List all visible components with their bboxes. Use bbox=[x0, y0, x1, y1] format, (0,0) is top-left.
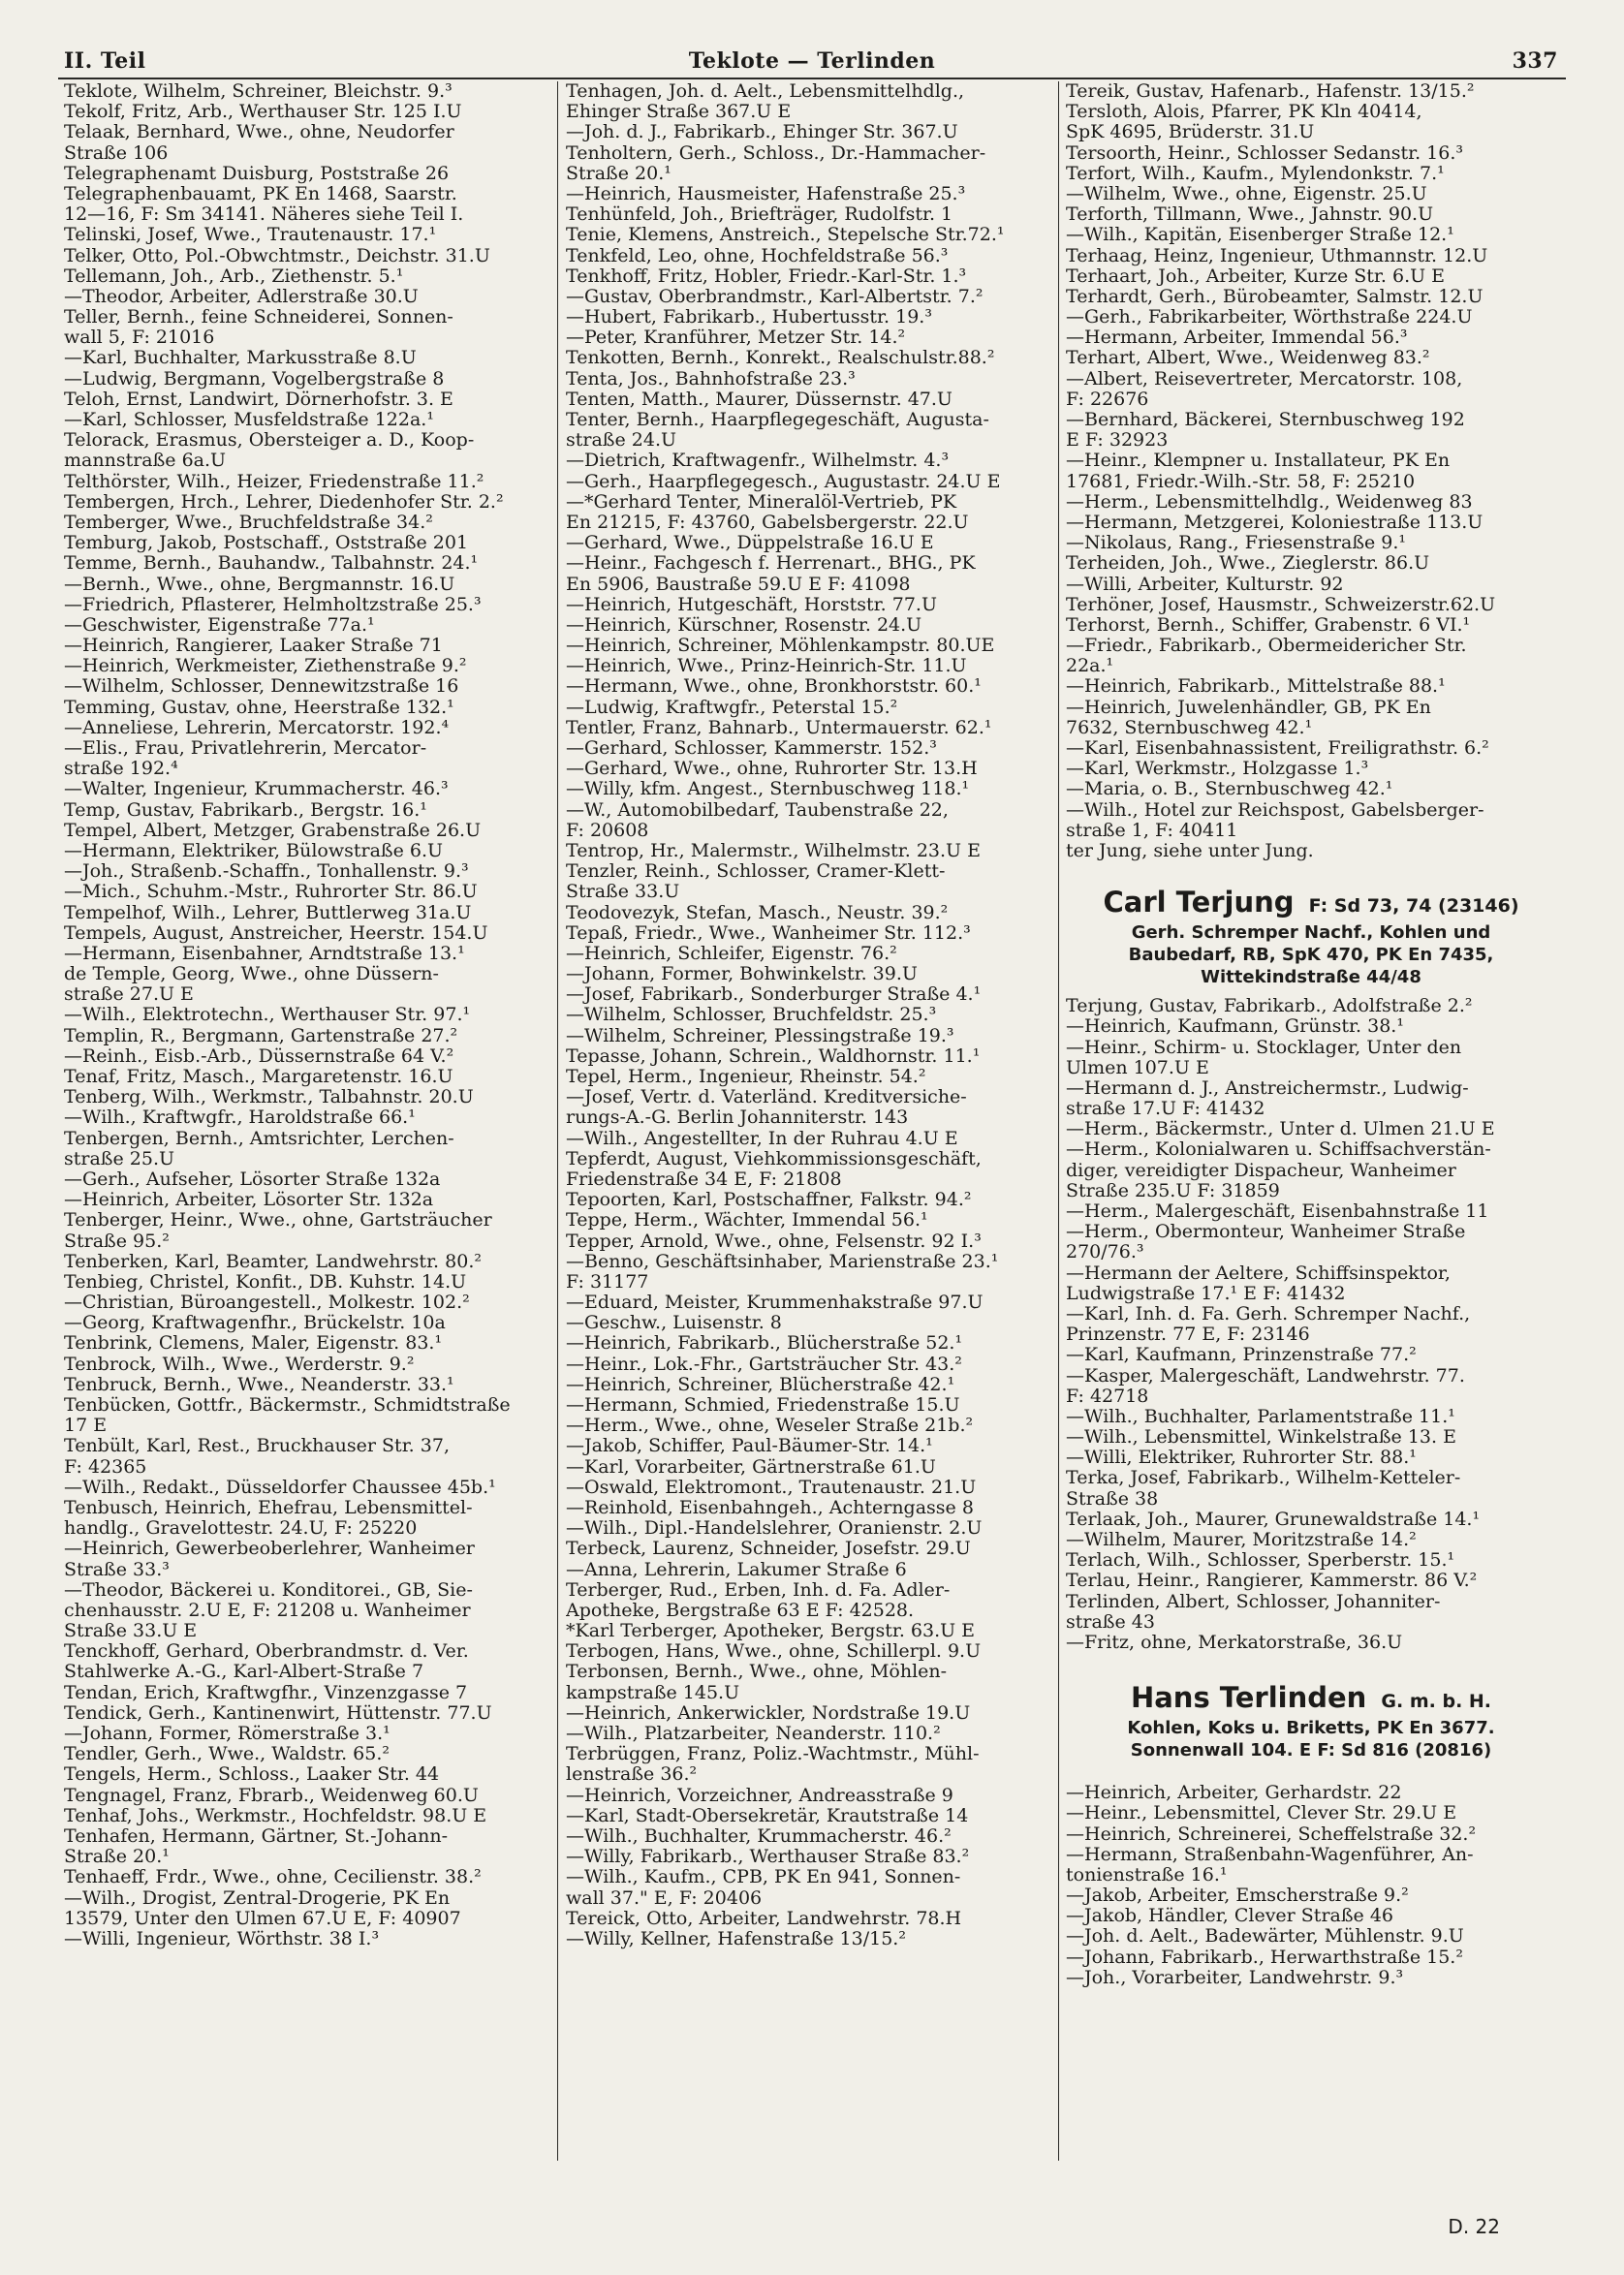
directory-entry-line: F: 42718 bbox=[1066, 1386, 1149, 1407]
directory-entry-line: —Karl, Inh. d. Fa. Gerh. Schremper Nachf., bbox=[1066, 1303, 1471, 1324]
directory-entry-line: —Herm., Malergeschäft, Eisenbahnstraße 11 bbox=[1066, 1201, 1489, 1222]
directory-entry-line: Terheiden, Joh., Wwe., Zieglerstr. 86.U bbox=[1066, 553, 1430, 575]
directory-entry-line: —Heinrich, Arbeiter, Gerhardstr. 22 bbox=[1066, 1783, 1402, 1804]
directory-entry-line: —Wilhelm, Schreiner, Plessingstraße 19.³ bbox=[566, 1025, 954, 1046]
directory-entry-line: Ehinger Straße 367.U E bbox=[566, 102, 792, 123]
directory-entry-line: straße 43 bbox=[1066, 1611, 1155, 1633]
directory-entry-line: —Friedrich, Pflasterer, Helmholtzstraße 25.³ bbox=[64, 594, 482, 615]
directory-entry-line: Straße 106 bbox=[64, 142, 169, 164]
directory-entry-line: —Heinrich, Juwelenhändler, GB, PK En bbox=[1066, 697, 1431, 718]
directory-entry-line: Teodovezyk, Stefan, Masch., Neustr. 39.² bbox=[566, 902, 949, 923]
directory-entry-line: —Hermann, Straßenbahn-Wagenführer, An- bbox=[1066, 1844, 1474, 1865]
directory-entry-line: Terlaak, Joh., Maurer, Grunewaldstraße 14.¹ bbox=[1066, 1509, 1481, 1530]
directory-entry-line: Tenkhoff, Fritz, Hobler, Friedr.-Karl-Str. 1.³ bbox=[566, 265, 967, 287]
directory-entry-line: —Gerh., Fabrikarbeiter, Wörthstraße 224.U bbox=[1066, 307, 1473, 328]
directory-entry-line: Terbogen, Hans, Wwe., ohne, Schillerpl. 9.U bbox=[566, 1641, 982, 1663]
directory-entry-line: —Wilh., Dipl.-Handelslehrer, Oranienstr. 2.U bbox=[566, 1518, 983, 1540]
directory-entry-line: Tenbieg, Christel, Konfit., DB. Kuhstr. 14.U bbox=[64, 1271, 467, 1293]
directory-entry-line: Tersloth, Alois, Pfarrer, PK Kln 40414, bbox=[1066, 102, 1422, 123]
directory-entry-line: —Gustav, Oberbrandmstr., Karl-Albertstr. 7.² bbox=[566, 286, 984, 307]
directory-entry-line: —Wilh., Drogist, Zentral-Drogerie, PK En bbox=[64, 1887, 451, 1909]
ad-phone: F: Sd 73, 74 (23146) bbox=[1308, 895, 1519, 918]
advertisement-carl-terjung bbox=[1066, 883, 1556, 988]
directory-entry-line: —Jakob, Schiffer, Paul-Bäumer-Str. 14.¹ bbox=[566, 1436, 933, 1457]
directory-entry-line: straße 1, F: 40411 bbox=[1066, 820, 1238, 841]
directory-entry-line: —Wilh., Elektrotechn., Werthauser Str. 97.¹ bbox=[64, 1005, 471, 1026]
directory-entry-line: —Heinrich, Schreiner, Möhlenkampstr. 80.UE bbox=[566, 636, 995, 657]
directory-entry-line: —Willi, Arbeiter, Kulturstr. 92 bbox=[1066, 574, 1344, 595]
directory-entry-line: —Wilh., Platzarbeiter, Neanderstr. 110.² bbox=[566, 1724, 941, 1744]
directory-entry-line: —Wilhelm, Schlosser, Bruchfeldstr. 25.³ bbox=[566, 1005, 937, 1026]
directory-entry-line: —Benno, Geschäftsinhaber, Marienstraße 23.¹ bbox=[566, 1251, 999, 1272]
directory-entry-line: Tenbrink, Clemens, Maler, Eigenstr. 83.¹ bbox=[64, 1333, 443, 1355]
directory-entry-line: —Eduard, Meister, Krummenhakstraße 97.U bbox=[566, 1293, 984, 1314]
directory-entry-line: —Herm., Bäckermstr., Unter d. Ulmen 21.U E bbox=[1066, 1119, 1495, 1140]
directory-entry-line: —Ludwig, Kraftwgfr., Peterstal 15.² bbox=[566, 697, 898, 718]
directory-entry-line: —Gerhard, Wwe., Düppelstraße 16.U E bbox=[566, 533, 934, 554]
directory-entry-line: Tentler, Franz, Bahnarb., Untermauerstr. 62.¹ bbox=[566, 717, 992, 738]
directory-entry-line: —Josef, Vertr. d. Vaterländ. Kreditversiche- bbox=[566, 1087, 967, 1108]
directory-entry-line: Tepoorten, Karl, Postschaffner, Falkstr. 94.² bbox=[566, 1190, 972, 1211]
directory-entry-line: Terhöner, Josef, Hausmstr., Schweizerstr.62.U bbox=[1066, 594, 1496, 615]
directory-entry-line: —Theodor, Arbeiter, Adlerstraße 30.U bbox=[64, 286, 419, 307]
directory-entry-line: Tenie, Klemens, Anstreich., Stepelsche Str.72.¹ bbox=[566, 225, 1005, 246]
directory-entry-line: *Karl Terberger, Apotheker, Bergstr. 63.U E bbox=[566, 1621, 976, 1642]
directory-entry-line: Terfort, Wilh., Kaufm., Mylendonkstr. 7.¹ bbox=[1066, 163, 1445, 184]
directory-entry-line: rungs-A.-G. Berlin Johanniterstr. 143 bbox=[566, 1107, 909, 1129]
page-range: Teklote — Terlinden bbox=[688, 48, 936, 74]
directory-entry-line: Tenhagen, Joh. d. Aelt., Lebensmittelhdlg., bbox=[566, 81, 965, 102]
directory-entry-line: —Wilh., Lebensmittel, Winkelstraße 13. E bbox=[1066, 1427, 1456, 1449]
directory-entry-line: —Hermann d. J., Anstreichermstr., Ludwig- bbox=[1066, 1077, 1469, 1099]
directory-entry-line: —Heinrich, Hutgeschäft, Horststr. 77.U bbox=[566, 594, 937, 615]
directory-entry-line: Straße 38 bbox=[1066, 1488, 1159, 1510]
directory-entry-line: chenhausstr. 2.U E, F: 21208 u. Wanheimer bbox=[64, 1600, 471, 1621]
directory-entry-line: Tembergen, Hrch., Lehrer, Diedenhofer Str. 2.² bbox=[64, 491, 504, 513]
directory-entry-line: Tersoorth, Heinr., Schlosser Sedanstr. 16.³ bbox=[1066, 142, 1463, 164]
directory-entry-line: Tenhaeff, Frdr., Wwe., ohne, Cecilienstr. 38.² bbox=[64, 1867, 482, 1888]
directory-entry-line: F: 42365 bbox=[64, 1456, 147, 1478]
directory-entry-line: —W., Automobilbedarf, Taubenstraße 22, bbox=[566, 799, 949, 821]
directory-entry-line: Tekolf, Fritz, Arb., Werthauser Str. 125 I.U bbox=[64, 102, 462, 123]
directory-entry-line: F: 31177 bbox=[566, 1271, 649, 1293]
directory-entry-line: Tempelhof, Wilh., Lehrer, Buttlerweg 31a.U bbox=[64, 902, 472, 923]
directory-entry-line: —Herm., Kolonialwaren u. Schiffsachverstän- bbox=[1066, 1139, 1491, 1161]
directory-entry-line: Tempel, Albert, Metzger, Grabenstraße 26.U bbox=[64, 820, 482, 841]
directory-entry-line: —Heinr., Lok.-Fhr., Gartsträucher Str. 43.² bbox=[566, 1354, 962, 1375]
directory-entry-line: straße 192.⁴ bbox=[64, 759, 178, 780]
directory-entry-line: Straße 33.³ bbox=[64, 1559, 170, 1580]
directory-entry-line: —Herm., Wwe., ohne, Weseler Straße 21b.² bbox=[566, 1416, 974, 1437]
directory-entry-line: Stahlwerke A.-G., Karl-Albert-Straße 7 bbox=[64, 1662, 424, 1683]
directory-entry-line: Tenberken, Karl, Beamter, Landwehrstr. 80.² bbox=[64, 1251, 482, 1272]
directory-entry-line: —Kasper, Malergeschäft, Landwehrstr. 77. bbox=[1066, 1365, 1465, 1387]
directory-entry-line: —Willy, Fabrikarb., Werthauser Straße 83.² bbox=[566, 1847, 970, 1868]
directory-entry-line: —Heinrich, Fabrikarb., Blücherstraße 52.¹ bbox=[566, 1333, 963, 1355]
ad-line: Gerh. Schremper Nachf., Kohlen und bbox=[1131, 922, 1491, 944]
directory-entry-line: Straße 20.¹ bbox=[566, 163, 671, 184]
directory-entry-line: Tenta, Jos., Bahnhofstraße 23.³ bbox=[566, 368, 856, 390]
directory-entry-line: —Karl, Kaufmann, Prinzenstraße 77.² bbox=[1066, 1345, 1417, 1366]
column-divider-2 bbox=[1058, 81, 1059, 2161]
directory-entry-line: —Karl, Eisenbahnassistent, Freiligrathstr. 6.² bbox=[1066, 738, 1489, 759]
directory-entry-line: —Hubert, Fabrikarb., Hubertusstr. 19.³ bbox=[566, 307, 932, 328]
directory-entry-line: Terhart, Albert, Wwe., Weidenweg 83.² bbox=[1066, 348, 1430, 369]
directory-entry-line: —Ludwig, Bergmann, Vogelbergstraße 8 bbox=[64, 368, 445, 390]
directory-entry-line: Templin, R., Bergmann, Gartenstraße 27.² bbox=[64, 1025, 458, 1046]
directory-entry-line: —Gerh., Haarpflegegesch., Augustastr. 24.U E bbox=[566, 471, 1001, 492]
directory-entry-line: —Albert, Reisevertreter, Mercatorstr. 108, bbox=[1066, 368, 1463, 390]
directory-entry-line: —Wilh., Redakt., Düsseldorfer Chaussee 45b.¹ bbox=[64, 1477, 496, 1498]
directory-entry-line: —Hermann, Schmied, Friedenstraße 15.U bbox=[566, 1395, 960, 1416]
directory-entry-line: —Dietrich, Kraftwagenfr., Wilhelmstr. 4.³ bbox=[566, 451, 950, 472]
directory-entry-line: —*Gerhard Tenter, Mineralöl-Vertrieb, PK bbox=[566, 491, 957, 513]
directory-entry-line: —Joh. d. J., Fabrikarb., Ehinger Str. 367.U bbox=[566, 122, 958, 143]
directory-entry-line: —Wilh., Kapitän, Eisenberger Straße 12.¹ bbox=[1066, 225, 1454, 246]
directory-entry-line: —Heinrich, Werkmeister, Ziethenstraße 9.² bbox=[64, 656, 467, 677]
directory-entry-line: Telegraphenbauamt, PK En 1468, Saarstr. bbox=[64, 183, 457, 204]
directory-entry-line: mannstraße 6a.U bbox=[64, 451, 227, 472]
directory-entry-line: —Heinrich, Kaufmann, Grünstr. 38.¹ bbox=[1066, 1016, 1404, 1038]
directory-entry-line: Teklote, Wilhelm, Schreiner, Bleichstr. 9.³ bbox=[64, 81, 453, 102]
directory-entry-line: Tepasse, Johann, Schrein., Waldhornstr. 11.¹ bbox=[566, 1045, 981, 1067]
directory-entry-line: —Willi, Elektriker, Ruhrorter Str. 88.¹ bbox=[1066, 1448, 1417, 1469]
directory-entry-line: —Wilhelm, Maurer, Moritzstraße 14.² bbox=[1066, 1530, 1417, 1550]
directory-entry-line: —Reinhold, Eisenbahngeh., Achterngasse 8 bbox=[566, 1497, 974, 1518]
directory-entry-line: Tendan, Erich, Kraftwgfhr., Vinzenzgasse 7 bbox=[64, 1682, 468, 1703]
directory-entry-line: —Gerhard, Schlosser, Kammerstr. 152.³ bbox=[566, 738, 937, 759]
directory-entry-line: 12—16, F: Sm 34141. Näheres siehe Teil I. bbox=[64, 204, 464, 226]
directory-entry-line: —Heinrich, Schreiner, Blücherstraße 42.¹ bbox=[566, 1374, 955, 1395]
directory-entry-line: Straße 235.U F: 31859 bbox=[1066, 1180, 1280, 1201]
directory-entry-line: —Hermann, Elektriker, Bülowstraße 6.U bbox=[64, 840, 444, 861]
directory-entry-line: Terbonsen, Bernh., Wwe., ohne, Möhlen- bbox=[566, 1662, 948, 1683]
directory-entry-line: Tereick, Otto, Arbeiter, Landwehrstr. 78.H bbox=[566, 1908, 962, 1929]
directory-entry-line: —Heinrich, Schleifer, Eigenstr. 76.² bbox=[566, 943, 897, 964]
directory-entry-line: Terhaart, Joh., Arbeiter, Kurze Str. 6.U E bbox=[1066, 265, 1446, 287]
directory-entry-line: Tenzler, Reinh., Schlosser, Cramer-Klett- bbox=[566, 861, 946, 883]
directory-entry-line: —Anneliese, Lehrerin, Mercatorstr. 192.⁴ bbox=[64, 717, 450, 738]
directory-entry-line: Telegraphenamt Duisburg, Poststraße 26 bbox=[64, 163, 450, 184]
directory-entry-line: —Heinrich, Schreinerei, Scheffelstraße 32.² bbox=[1066, 1823, 1477, 1845]
directory-entry-line: Tenbusch, Heinrich, Ehefrau, Lebensmittel- bbox=[64, 1497, 473, 1518]
directory-entry-line: Telorack, Erasmus, Obersteiger a. D., Koop- bbox=[64, 430, 475, 452]
directory-entry-line: Tempels, August, Anstreicher, Heerstr. 154.U bbox=[64, 922, 488, 944]
directory-entry-line: Tenbruck, Bernh., Wwe., Neanderstr. 33.¹ bbox=[64, 1374, 454, 1395]
directory-entry-line: straße 17.U F: 41432 bbox=[1066, 1099, 1265, 1120]
directory-entry-line: Prinzenstr. 77 E, F: 23146 bbox=[1066, 1324, 1310, 1346]
directory-entry-line: —Heinr., Schirm- u. Stocklager, Unter den bbox=[1066, 1037, 1462, 1058]
directory-entry-line: Terlach, Wilh., Schlosser, Sperberstr. 15.¹ bbox=[1066, 1550, 1455, 1572]
directory-entry-line: Tenhafen, Hermann, Gärtner, St.-Johann- bbox=[64, 1825, 449, 1847]
directory-entry-line: Terhaag, Heinz, Ingenieur, Uthmannstr. 12.U bbox=[1066, 245, 1488, 266]
directory-entry-line: —Heinr., Lebensmittel, Clever Str. 29.U E bbox=[1066, 1803, 1457, 1824]
directory-entry-line: —Hermann, Metzgerei, Koloniestraße 113.U bbox=[1066, 512, 1483, 533]
directory-entry-line: En 21215, F: 43760, Gabelsbergerstr. 22.U bbox=[566, 512, 969, 533]
directory-entry-line: Straße 33.U E bbox=[64, 1621, 198, 1642]
directory-entry-line: Tendick, Gerh., Kantinenwirt, Hüttenstr. 77.U bbox=[64, 1702, 492, 1724]
advertisement-hans-terlinden bbox=[1066, 1678, 1556, 1761]
directory-entry-line: En 5906, Baustraße 59.U E F: 41098 bbox=[566, 574, 911, 595]
directory-entry-line: —Theodor, Bäckerei u. Konditorei., GB, Sie- bbox=[64, 1579, 473, 1601]
directory-entry-line: Temme, Bernh., Bauhandw., Talbahnstr. 24.¹ bbox=[64, 553, 479, 575]
directory-entry-line: Tenter, Bernh., Haarpflegegeschäft, Augusta- bbox=[566, 410, 989, 430]
directory-entry-line: straße 24.U bbox=[566, 430, 676, 452]
directory-entry-line: —Wilhelm, Wwe., ohne, Eigenstr. 25.U bbox=[1066, 183, 1427, 204]
directory-entry-line: —Oswald, Elektromont., Trautenaustr. 21.U bbox=[566, 1477, 977, 1498]
directory-entry-line: Tereik, Gustav, Hafenarb., Hafenstr. 13/15.² bbox=[1066, 81, 1475, 102]
page-number: 337 bbox=[1512, 48, 1558, 74]
ad-line: Kohlen, Koks u. Briketts, PK En 3677. bbox=[1127, 1718, 1495, 1739]
ad-company-suffix: G. m. b. H. bbox=[1381, 1691, 1492, 1713]
column-2 bbox=[566, 81, 1050, 1949]
directory-entry-line: —Johann, Former, Bohwinkelstr. 39.U bbox=[566, 964, 918, 985]
directory-entry-line: —Heinr., Klempner u. Installateur, PK En bbox=[1066, 451, 1451, 472]
directory-entry-line: —Heinr., Fachgesch f. Herrenart., BHG., PK bbox=[566, 553, 976, 575]
directory-entry-line: Telthörster, Wilh., Heizer, Friedenstraße 11.² bbox=[64, 471, 484, 492]
directory-entry-line: Teloh, Ernst, Landwirt, Dörnerhofstr. 3. E bbox=[64, 389, 453, 410]
directory-entry-line: E F: 32923 bbox=[1066, 430, 1169, 452]
directory-entry-line: —Johann, Former, Römerstraße 3.¹ bbox=[64, 1724, 390, 1744]
ad-line: Wittekindstraße 44/48 bbox=[1201, 967, 1421, 988]
directory-entry-line: Terberger, Rud., Erben, Inh. d. Fa. Adler- bbox=[566, 1579, 951, 1601]
directory-entry-line: wall 5, F: 21016 bbox=[64, 327, 215, 349]
directory-entry-line: —Herm., Lebensmittelhdlg., Weidenweg 83 bbox=[1066, 491, 1473, 513]
directory-entry-line: Terforth, Tillmann, Wwe., Jahnstr. 90.U bbox=[1066, 204, 1434, 226]
column-3 bbox=[1066, 81, 1556, 1988]
directory-entry-line: Straße 95.² bbox=[64, 1231, 170, 1252]
directory-entry-line: Tenholtern, Gerh., Schloss., Dr.-Hammacher- bbox=[566, 142, 986, 164]
directory-entry-line: —Fritz, ohne, Merkatorstraße, 36.U bbox=[1066, 1632, 1403, 1653]
directory-entry-line: de Temple, Georg, Wwe., ohne Düssern- bbox=[64, 964, 439, 985]
directory-entry-line: tonienstraße 16.¹ bbox=[1066, 1864, 1228, 1885]
directory-entry-line: —Heinrich, Fabrikarb., Mittelstraße 88.¹ bbox=[1066, 676, 1446, 698]
directory-entry-line: —Johann, Fabrikarb., Herwarthstraße 15.² bbox=[1066, 1947, 1463, 1968]
directory-entry-line: —Heinrich, Hausmeister, Hafenstraße 25.³ bbox=[566, 183, 966, 204]
directory-entry-line: —Karl, Vorarbeiter, Gärtnerstraße 61.U bbox=[566, 1456, 936, 1478]
directory-entry-line: 270/76.³ bbox=[1066, 1242, 1144, 1263]
directory-entry-line: —Wilh., Angestellter, In der Ruhrau 4.U E bbox=[566, 1128, 958, 1149]
ad-company-name: Carl Terjung bbox=[1103, 886, 1295, 919]
directory-entry-line: 22a.¹ bbox=[1066, 656, 1114, 677]
directory-entry-line: —Hermann, Eisenbahner, Arndtstraße 13.¹ bbox=[64, 943, 465, 964]
directory-entry-line: Teppe, Herm., Wächter, Immendal 56.¹ bbox=[566, 1210, 928, 1231]
footer-signature: D. 22 bbox=[1448, 2215, 1500, 2238]
directory-entry-line: F: 20608 bbox=[566, 820, 649, 841]
directory-entry-line: —Hermann, Arbeiter, Immendal 56.³ bbox=[1066, 327, 1408, 349]
directory-entry-line: Straße 20.¹ bbox=[64, 1847, 170, 1868]
directory-entry-line: Tenbrock, Wilh., Wwe., Werderstr. 9.² bbox=[64, 1354, 415, 1375]
directory-entry-line: 7632, Sternbuschweg 42.¹ bbox=[1066, 717, 1313, 738]
directory-entry-line: —Anna, Lehrerin, Lakumer Straße 6 bbox=[566, 1559, 907, 1580]
directory-entry-line: —Heinrich, Wwe., Prinz-Heinrich-Str. 11.U bbox=[566, 656, 967, 677]
directory-entry-line: —Bernhard, Bäckerei, Sternbuschweg 192 bbox=[1066, 410, 1465, 430]
directory-entry-line: wall 37." E, F: 20406 bbox=[566, 1887, 763, 1909]
directory-entry-line: handlg., Gravelottestr. 24.U, F: 25220 bbox=[64, 1518, 418, 1540]
directory-entry-line: Ulmen 107.U E bbox=[1066, 1057, 1209, 1078]
directory-entry-line: —Gerh., Aufseher, Lösorter Straße 132a bbox=[64, 1169, 441, 1190]
page-header bbox=[58, 48, 1566, 79]
directory-entry-line: Temberger, Wwe., Bruchfeldstraße 34.² bbox=[64, 512, 433, 533]
directory-entry-line: Terka, Josef, Fabrikarb., Wilhelm-Ketteler- bbox=[1066, 1468, 1461, 1489]
directory-entry-line: straße 27.U E bbox=[64, 984, 194, 1006]
directory-entry-line: Temming, Gustav, ohne, Heerstraße 132.¹ bbox=[64, 697, 454, 718]
directory-entry-line: —Wilh., Hotel zur Reichspost, Gabelsberger- bbox=[1066, 799, 1484, 821]
directory-entry-line: —Gerhard, Wwe., ohne, Ruhrorter Str. 13.H bbox=[566, 759, 978, 780]
directory-entry-line: —Wilh., Buchhalter, Parlamentstraße 11.¹ bbox=[1066, 1406, 1455, 1427]
directory-entry-line: Tepferdt, August, Viehkommissionsgeschäft, bbox=[566, 1148, 982, 1169]
directory-entry-line: Tengels, Herm., Schloss., Laaker Str. 44 bbox=[64, 1764, 440, 1786]
directory-entry-line: —Wilh., Buchhalter, Krummacherstr. 46.² bbox=[566, 1825, 952, 1847]
directory-entry-line: Terhorst, Bernh., Schiffer, Grabenstr. 6 VI.¹ bbox=[1066, 614, 1471, 636]
directory-entry-line: —Georg, Kraftwagenfhr., Brückelstr. 10a bbox=[64, 1313, 446, 1334]
directory-entry-line: Friedenstraße 34 E, F: 21808 bbox=[566, 1169, 842, 1190]
directory-entry-line: —Heinrich, Ankerwickler, Nordstraße 19.U bbox=[566, 1702, 971, 1724]
column-1 bbox=[64, 81, 547, 1949]
ad-company-name: Hans Terlinden bbox=[1130, 1681, 1367, 1715]
column-divider-1 bbox=[557, 81, 558, 2161]
directory-entry-line: Terbrüggen, Franz, Poliz.-Wachtmstr., Mühl- bbox=[566, 1744, 980, 1765]
directory-entry-line: —Hermann, Wwe., ohne, Bronkhorststr. 60.¹ bbox=[566, 676, 982, 698]
directory-entry-line: 17 E bbox=[64, 1416, 108, 1437]
directory-entry-line: kampstraße 145.U bbox=[566, 1682, 740, 1703]
directory-entry-line: Terlau, Heinr., Rangierer, Kammerstr. 86 V.² bbox=[1066, 1571, 1478, 1592]
directory-entry-line: 13579, Unter den Ulmen 67.U E, F: 40907 bbox=[64, 1908, 461, 1929]
directory-entry-line: lenstraße 36.² bbox=[566, 1764, 698, 1786]
directory-entry-line: —Wilh., Kraftwgfr., Haroldstraße 66.¹ bbox=[64, 1107, 416, 1129]
directory-entry-line: —Heinrich, Gewerbeoberlehrer, Wanheimer bbox=[64, 1539, 475, 1560]
directory-entry-line: —Josef, Fabrikarb., Sonderburger Straße 4.¹ bbox=[566, 984, 982, 1006]
directory-entry-line: Telaak, Bernhard, Wwe., ohne, Neudorfer bbox=[64, 122, 454, 143]
directory-entry-line: Tenbergen, Bernh., Amtsrichter, Lerchen- bbox=[64, 1128, 454, 1149]
directory-entry-line: —Wilh., Kaufm., CPB, PK En 941, Sonnen- bbox=[566, 1867, 961, 1888]
directory-entry-line: SpK 4695, Brüderstr. 31.U bbox=[1066, 122, 1315, 143]
directory-entry-line: Tepel, Herm., Ingenieur, Rheinstr. 54.² bbox=[566, 1067, 926, 1087]
directory-entry-line: —Willy, kfm. Angest., Sternbuschweg 118.¹ bbox=[566, 779, 970, 800]
directory-entry-line: —Peter, Kranführer, Metzer Str. 14.² bbox=[566, 327, 906, 349]
directory-entry-line: —Wilhelm, Schlosser, Dennewitzstraße 16 bbox=[64, 676, 459, 698]
directory-entry-line: Temp, Gustav, Fabrikarb., Bergstr. 16.¹ bbox=[64, 799, 427, 821]
directory-entry-line: Terlinden, Albert, Schlosser, Johanniter- bbox=[1066, 1591, 1441, 1612]
section-label: II. Teil bbox=[64, 48, 146, 74]
directory-entry-line: straße 25.U bbox=[64, 1148, 174, 1169]
directory-entry-line: Tendler, Gerh., Wwe., Waldstr. 65.² bbox=[64, 1744, 390, 1765]
directory-entry-line: —Karl, Werkmstr., Holzgasse 1.³ bbox=[1066, 759, 1369, 780]
directory-entry-line: —Mich., Schuhm.-Mstr., Ruhrorter Str. 86.U bbox=[64, 882, 478, 903]
directory-entry-line: —Nikolaus, Rang., Friesenstraße 9.¹ bbox=[1066, 533, 1407, 554]
directory-entry-line: —Joh., Straßenb.-Schaffn., Tonhallenstr. 9.³ bbox=[64, 861, 469, 883]
directory-entry-line: Tenbücken, Gottfr., Bäckermstr., Schmidtstraße bbox=[64, 1395, 511, 1416]
directory-entry-line: Tenten, Matth., Maurer, Düssernstr. 47.U bbox=[566, 389, 953, 410]
directory-entry-line: —Maria, o. B., Sternbuschweg 42.¹ bbox=[1066, 779, 1393, 800]
directory-entry-line: Tenberger, Heinr., Wwe., ohne, Gartsträucher bbox=[64, 1210, 492, 1231]
directory-entry-line: ter Jung, siehe unter Jung. bbox=[1066, 840, 1314, 861]
directory-entry-line: Straße 33.U bbox=[566, 882, 680, 903]
directory-entry-line: —Jakob, Händler, Clever Straße 46 bbox=[1066, 1906, 1394, 1927]
directory-entry-line: —Karl, Stadt-Obersekretär, Krautstraße 14 bbox=[566, 1805, 969, 1826]
directory-entry-line: Tengnagel, Franz, Fbrarb., Weidenweg 60.U bbox=[64, 1785, 479, 1806]
directory-entry-line: Tenbült, Karl, Rest., Bruckhauser Str. 37, bbox=[64, 1436, 450, 1457]
directory-entry-line: —Heinrich, Vorzeichner, Andreasstraße 9 bbox=[566, 1785, 953, 1806]
directory-entry-line: 17681, Friedr.-Wilh.-Str. 58, F: 25210 bbox=[1066, 471, 1416, 492]
directory-entry-line: —Willy, Kellner, Hafenstraße 13/15.² bbox=[566, 1928, 906, 1949]
directory-entry-line: —Bernh., Wwe., ohne, Bergmannstr. 16.U bbox=[64, 574, 455, 595]
directory-entry-line: Terbeck, Laurenz, Schneider, Josefstr. 29.U bbox=[566, 1539, 971, 1560]
header-rule bbox=[58, 78, 1566, 79]
directory-entry-line: Terhardt, Gerh., Bürobeamter, Salmstr. 12.U bbox=[1066, 286, 1483, 307]
directory-entry-line: Tenaf, Fritz, Masch., Margaretenstr. 16.U bbox=[64, 1067, 453, 1087]
directory-entry-line: —Heinrich, Arbeiter, Lösorter Str. 132a bbox=[64, 1190, 434, 1211]
directory-entry-line: —Christian, Büroangestell., Molkestr. 102.² bbox=[64, 1293, 470, 1314]
directory-entry-line: Tenkfeld, Leo, ohne, Hochfeldstraße 56.³ bbox=[566, 245, 949, 266]
directory-entry-line: —Joh., Vorarbeiter, Landwehrstr. 9.³ bbox=[1066, 1967, 1404, 1988]
directory-entry-line: —Elis., Frau, Privatlehrerin, Mercator- bbox=[64, 738, 427, 759]
directory-entry-line: Tentrop, Hr., Malermstr., Wilhelmstr. 23.U E bbox=[566, 840, 981, 861]
directory-entry-line: —Heinrich, Kürschner, Rosenstr. 24.U bbox=[566, 614, 922, 636]
directory-entry-line: F: 22676 bbox=[1066, 389, 1149, 410]
directory-entry-line: Tepper, Arnold, Wwe., ohne, Felsenstr. 92 I.³ bbox=[566, 1231, 982, 1252]
directory-entry-line: Tellemann, Joh., Arb., Ziethenstr. 5.¹ bbox=[64, 265, 404, 287]
directory-entry-line: —Walter, Ingenieur, Krummacherstr. 46.³ bbox=[64, 779, 449, 800]
directory-entry-line: Telinski, Josef, Wwe., Trautenaustr. 17.¹ bbox=[64, 225, 437, 246]
directory-entry-line: Temburg, Jakob, Postschaff., Oststraße 201 bbox=[64, 533, 469, 554]
directory-entry-line: —Geschwister, Eigenstraße 77a.¹ bbox=[64, 614, 375, 636]
directory-entry-line: —Jakob, Arbeiter, Emscherstraße 9.² bbox=[1066, 1885, 1409, 1907]
directory-entry-line: Teller, Bernh., feine Schneiderei, Sonnen- bbox=[64, 307, 453, 328]
directory-entry-line: —Friedr., Fabrikarb., Obermeidericher Str. bbox=[1066, 636, 1467, 657]
directory-entry-line: —Karl, Schlosser, Musfeldstraße 122a.¹ bbox=[64, 410, 434, 430]
directory-entry-line: —Joh. d. Aelt., Badewärter, Mühlenstr. 9.U bbox=[1066, 1926, 1464, 1948]
directory-entry-line: —Willi, Ingenieur, Wörthstr. 38 I.³ bbox=[64, 1928, 380, 1949]
directory-entry-line: Tenkotten, Bernh., Konrekt., Realschulstr.88.² bbox=[566, 348, 995, 369]
ad-line: Sonnenwall 104. E F: Sd 816 (20816) bbox=[1130, 1740, 1492, 1761]
directory-entry-line: diger, vereidigter Dispacheur, Wanheimer bbox=[1066, 1160, 1456, 1181]
directory-entry-line: Apotheke, Bergstraße 63 E F: 42528. bbox=[566, 1600, 915, 1621]
directory-entry-line: —Herm., Obermonteur, Wanheimer Straße bbox=[1066, 1222, 1466, 1243]
directory-entry-line: Tenhaf, Johs., Werkmstr., Hochfeldstr. 98.U E bbox=[64, 1805, 487, 1826]
directory-entry-line: —Geschw., Luisenstr. 8 bbox=[566, 1313, 782, 1334]
directory-entry-line: Ludwigstraße 17.¹ E F: 41432 bbox=[1066, 1283, 1346, 1304]
directory-entry-line: Telker, Otto, Pol.-Obwchtmstr., Deichstr. 31.U bbox=[64, 245, 490, 266]
directory-entry-line: Tenhünfeld, Joh., Briefträger, Rudolfstr. 1 bbox=[566, 204, 953, 226]
ad-line: Baubedarf, RB, SpK 470, PK En 7435, bbox=[1128, 945, 1494, 966]
directory-entry-line: Tepaß, Friedr., Wwe., Wanheimer Str. 112.³ bbox=[566, 922, 971, 944]
directory-entry-line: —Hermann der Aeltere, Schiffsinspektor, bbox=[1066, 1262, 1451, 1284]
directory-entry-line: Tenberg, Wilh., Werkmstr., Talbahnstr. 20.U bbox=[64, 1087, 474, 1108]
directory-entry-line: Tenckhoff, Gerhard, Oberbrandmstr. d. Ver. bbox=[64, 1641, 469, 1663]
directory-entry-line: —Reinh., Eisb.-Arb., Düssernstraße 64 V.² bbox=[64, 1045, 454, 1067]
directory-entry-line: Terjung, Gustav, Fabrikarb., Adolfstraße 2.² bbox=[1066, 996, 1473, 1017]
directory-entry-line: —Heinrich, Rangierer, Laaker Straße 71 bbox=[64, 636, 443, 657]
directory-entry-line: —Karl, Buchhalter, Markusstraße 8.U bbox=[64, 348, 417, 369]
